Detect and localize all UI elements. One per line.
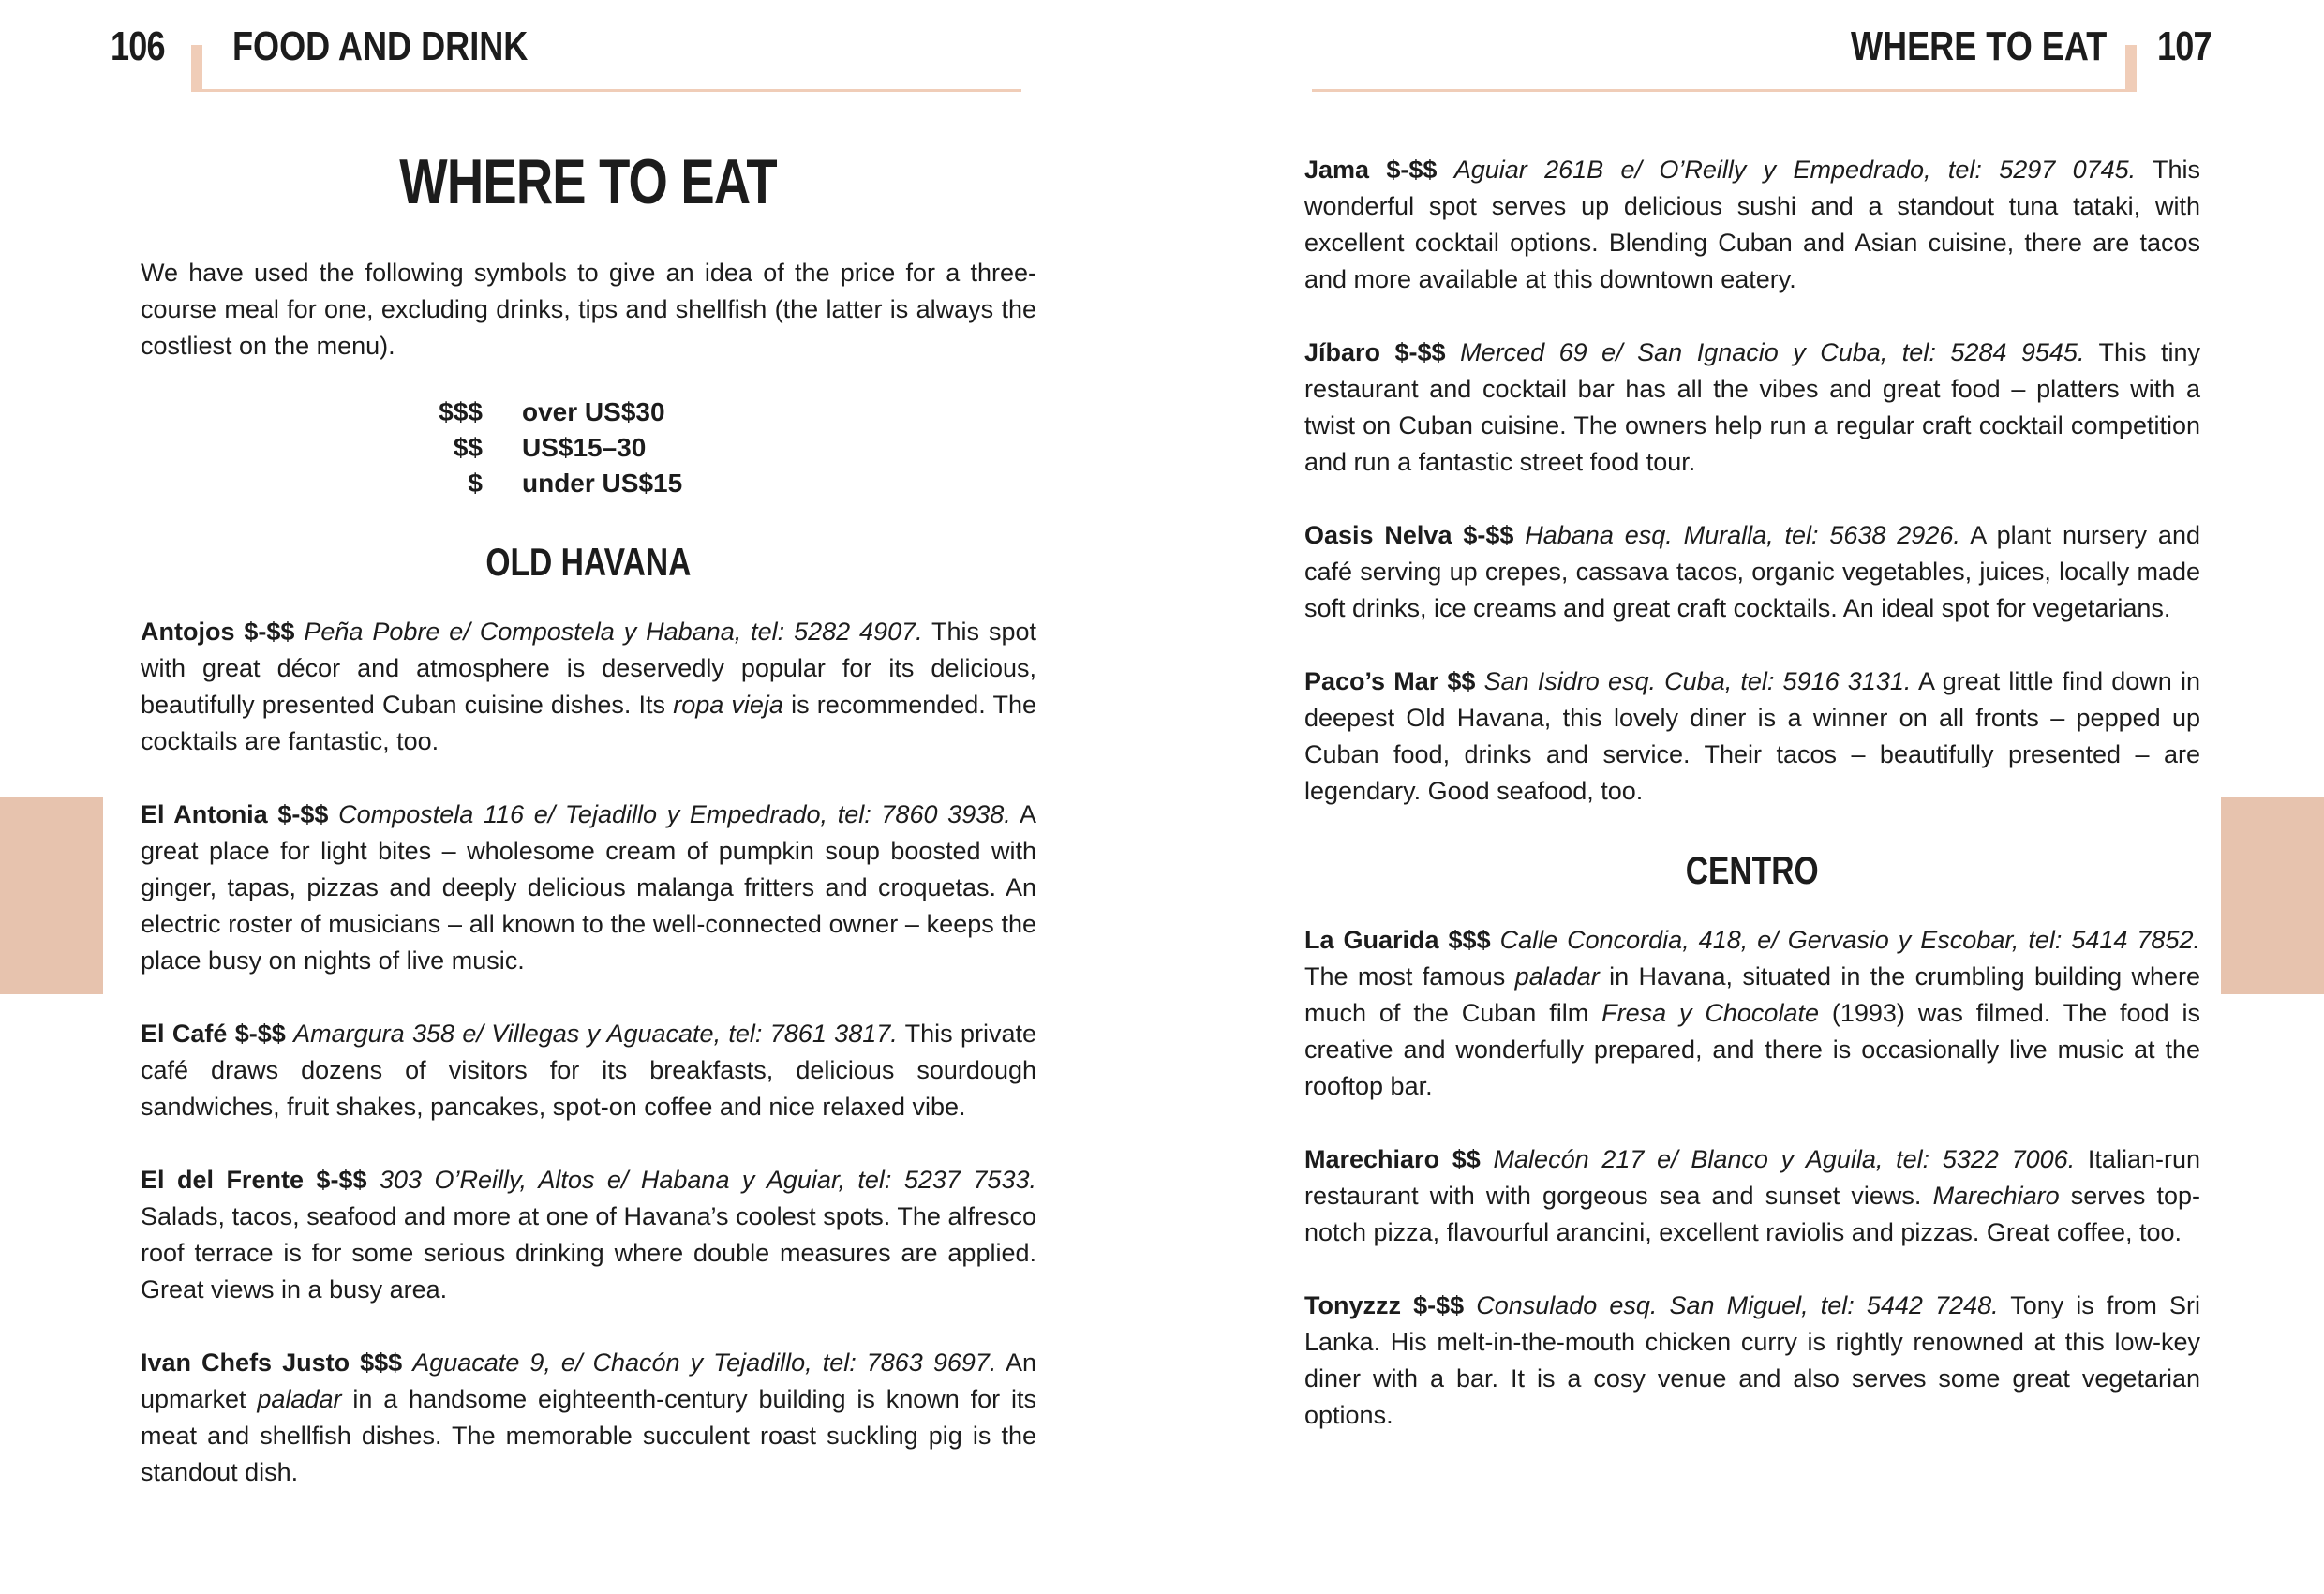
restaurant-entry [141, 614, 1036, 760]
restaurant-address: San Isidro esq. Cuba, tel: 5916 3131. [1483, 667, 1912, 695]
restaurant-name-price: Tonyzzz $-$$ [1304, 1291, 1465, 1319]
restaurant-address: Aguacate 9, e/ Chacón y Tejadillo, tel: 7863 9697. [412, 1348, 997, 1377]
left-page-column [141, 0, 1036, 1491]
restaurant-entry [141, 1162, 1036, 1308]
description-segment: is recommended. The cocktails are fantastic, too. [141, 691, 1036, 755]
left-entries [141, 540, 1037, 1491]
description-segment: This tiny restaurant and cocktail bar has all the vibes and great food – platters with a twist on Cuban cuisine. The owners help run a regular craft cocktail competition and run a fantastic street food tour. [1304, 338, 2200, 476]
description-italic-segment: ropa vieja [673, 691, 783, 719]
restaurant-address: Amargura 358 e/ Villegas y Aguacate, tel: 7861 3817. [293, 1020, 898, 1048]
margin-tab-right [2221, 797, 2324, 994]
restaurant-name-price: Oasis Nelva $-$$ [1304, 521, 1514, 549]
description-segment: A great place for light bites – wholesome cream of pumpkin soup boosted with ginger, tapas, pizzas and deeply delicious malanga fritters and croquetas. An electric roster of musicians – all known to the well-connected owner – keeps the place busy on nights of live music. [141, 800, 1036, 975]
restaurant-entry [141, 1016, 1036, 1125]
restaurant-entry [1304, 152, 2200, 298]
restaurant-name-price: El Antonia $-$$ [141, 800, 329, 828]
restaurant-address: Merced 69 e/ San Ignacio y Cuba, tel: 5284 9545. [1460, 338, 2085, 366]
description-segment: A plant nursery and café serving up crepes, cassava tacos, organic vegetables, juices, locally made soft drinks, ice creams and great craft cocktails. An ideal spot for vegetarians. [1304, 521, 2200, 622]
price-label: US$15–30 [522, 433, 647, 462]
restaurant-entry [1304, 1288, 2200, 1434]
description-segment: in a handsome eighteenth-century building is known for its meat and shellfish dishes. The memorable succulent roast suckling pig is the standout dish. [141, 1385, 1036, 1486]
price-symbol: $$$ [439, 397, 483, 426]
description-italic-segment: paladar [1514, 962, 1600, 991]
restaurant-name-price: Ivan Chefs Justo $$$ [141, 1348, 403, 1377]
price-legend [141, 395, 1036, 501]
description-segment: This private café draws dozens of visitors for its breakfasts, delicious sourdough sandwiches, fruit shakes, pancakes, spot-on coffee and nice relaxed vibe. [141, 1020, 1036, 1121]
restaurant-address: Peña Pobre e/ Compostela y Habana, tel: 5282 4907. [304, 618, 923, 646]
page-number-right: 107 [2157, 23, 2212, 69]
description-italic-segment: Fresa y Chocolate [1601, 999, 1819, 1027]
description-italic-segment: Marechiaro [1932, 1182, 2060, 1210]
description-segment: A great little find down in deepest Old Havana, this lovely diner is a winner on all fronts – pepped up Cuban food, drinks and service. Their tacos – beautifully presented – are legendary. Good seafood, too. [1304, 667, 2200, 805]
restaurant-address: 303 O’Reilly, Altos e/ Habana y Aguiar, tel: 5237 7533. [379, 1166, 1036, 1194]
price-symbol: $$ [453, 433, 483, 462]
intro-paragraph: We have used the following symbols to give an idea of the price for a three-course meal for one, excluding drinks, tips and shellfish (the latter is always the costliest on the menu). [141, 259, 1036, 360]
right-entries [1304, 152, 2200, 1434]
restaurant-address: Compostela 116 e/ Tejadillo y Empedrado, tel: 7860 3938. [338, 800, 1011, 828]
description-segment: This spot with great décor and atmosphere is deservedly popular for its delicious, beautifully presented Cuban cuisine dishes. Its [141, 618, 1037, 719]
restaurant-name-price: La Guarida $$$ [1304, 926, 1491, 954]
right-page-column [1304, 0, 2200, 1434]
price-symbol: $ [468, 469, 483, 498]
restaurant-name-price: El del Frente $-$$ [141, 1166, 367, 1194]
restaurant-name-price: Antojos $-$$ [141, 618, 295, 646]
description-segment: An upmarket [141, 1348, 1036, 1413]
section-heading-wrap [141, 540, 1036, 584]
section-heading: OLD HAVANA [485, 540, 692, 584]
restaurant-address: Malecón 217 e/ Blanco y Aguila, tel: 5322 7006. [1493, 1145, 2076, 1173]
description-segment: Tony is from Sri Lanka. His melt-in-the-mouth chicken curry is rightly renowned at this low-key diner with a bar. It is a cosy venue and also serves some great vegetarian options. [1304, 1291, 2200, 1429]
description-italic-segment: paladar [257, 1385, 342, 1413]
restaurant-name-price: Marechiaro $$ [1304, 1145, 1481, 1173]
section-heading-wrap [1304, 848, 2200, 892]
restaurant-name-price: Paco’s Mar $$ [1304, 667, 1476, 695]
section-heading: CENTRO [1686, 848, 1819, 892]
description-segment: This wonderful spot serves up delicious sushi and a standout tuna tataki, with excellent cocktail options. Blending Cuban and Asian cuisine, there are tacos and more available at this downtown eatery. [1304, 156, 2200, 293]
restaurant-name-price: Jíbaro $-$$ [1304, 338, 1446, 366]
price-label: under US$15 [522, 469, 683, 498]
restaurant-address: Aguiar 261B e/ O’Reilly y Empedrado, tel: 5297 0745. [1453, 156, 2137, 184]
description-segment: Salads, tacos, seafood and more at one of Havana’s coolest spots. The alfresco roof terrace is for some serious drinking where double measures are applied. Great views in a busy area. [141, 1202, 1036, 1304]
chapter-title: WHERE TO EAT [399, 146, 778, 217]
description-segment: Italian-run restaurant with with gorgeous sea and sunset views. [1304, 1145, 2200, 1210]
restaurant-entry [141, 797, 1036, 979]
restaurant-entry [1304, 517, 2200, 627]
running-head-left: FOOD AND DRINK [232, 23, 529, 69]
restaurant-entry [141, 1345, 1036, 1491]
chapter-title-wrap [141, 146, 1036, 217]
description-segment: (1993) was filmed. The food is creative and wonderfully prepared, and there is occasionally live music at the rooftop bar. [1304, 999, 2201, 1100]
restaurant-entry [1304, 1141, 2200, 1251]
description-segment: The most famous [1304, 962, 1515, 991]
restaurant-entry [1304, 922, 2200, 1105]
restaurant-name-price: Jama $-$$ [1304, 156, 1438, 184]
restaurant-address: Consulado esq. San Miguel, tel: 5442 7248. [1476, 1291, 1999, 1319]
margin-tab-left [0, 797, 103, 994]
running-head-right: WHERE TO EAT [1850, 23, 2107, 69]
restaurant-entry [1304, 663, 2200, 810]
description-segment: serves top-notch pizza, flavourful arancini, excellent raviolis and pizzas. Great coffee, too. [1304, 1182, 2200, 1246]
restaurant-address: Habana esq. Muralla, tel: 5638 2926. [1525, 521, 1960, 549]
price-label: over US$30 [522, 397, 665, 426]
restaurant-name-price: El Café $-$$ [141, 1020, 286, 1048]
restaurant-entry [1304, 335, 2200, 481]
page-number-left: 106 [111, 23, 165, 69]
restaurant-address: Calle Concordia, 418, e/ Gervasio y Escobar, tel: 5414 7852. [1499, 926, 2200, 954]
description-segment: in Havana, situated in the crumbling building where much of the Cuban film [1304, 962, 2200, 1027]
